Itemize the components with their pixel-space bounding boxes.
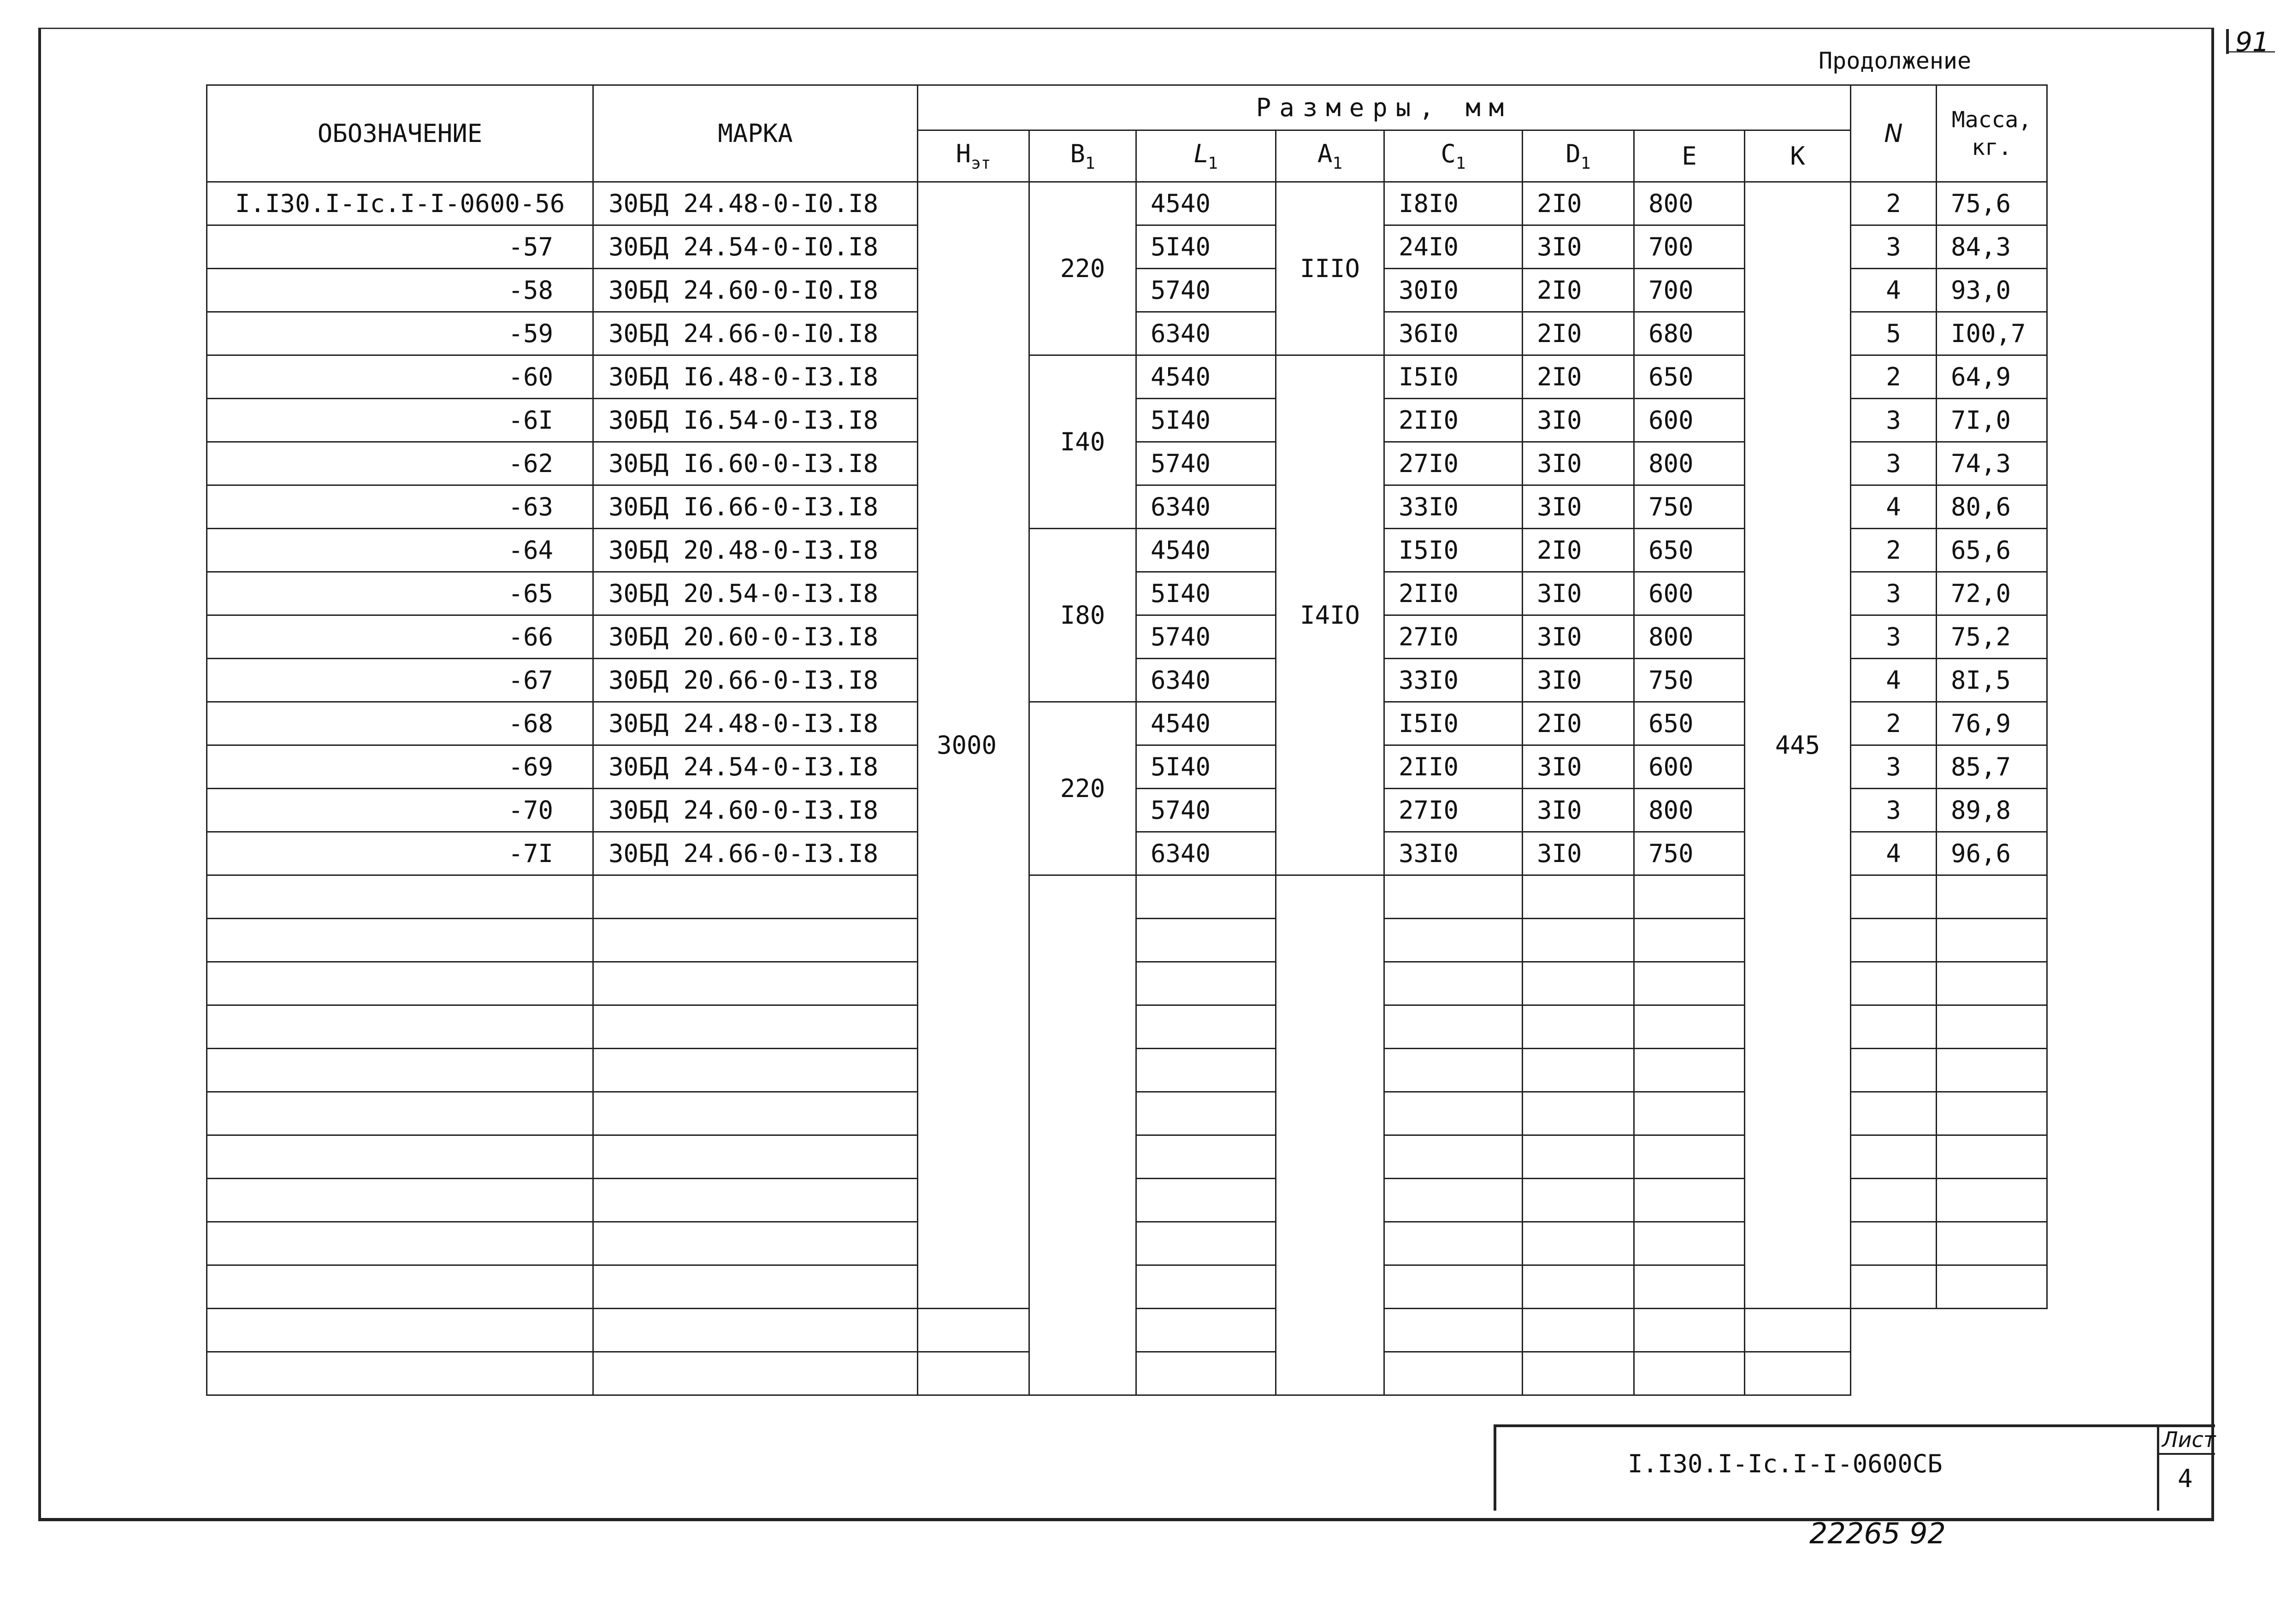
e-cell: 800 [1634, 442, 1745, 485]
header-a-base: А [1317, 139, 1333, 168]
empty-cell [207, 875, 593, 919]
c-cell: I5I0 [1384, 529, 1523, 572]
c-cell: 33I0 [1384, 659, 1523, 702]
empty-cell [1937, 919, 2047, 962]
mass-cell: 72,0 [1937, 572, 2047, 615]
l-cell: 5740 [1136, 615, 1276, 659]
mark-cell: 30БД 24.54-0-I0.I8 [593, 225, 918, 269]
empty-cell [1851, 1005, 1937, 1049]
e-cell: 600 [1634, 399, 1745, 442]
empty-cell [1384, 1049, 1523, 1092]
c-cell: I8I0 [1384, 182, 1523, 225]
header-d-base: D [1565, 139, 1581, 168]
e-cell: 750 [1634, 485, 1745, 529]
d-cell: 3I0 [1523, 832, 1634, 875]
empty-cell [207, 1309, 593, 1352]
sheet-number: 4 [2178, 1464, 2193, 1493]
e-cell: 750 [1634, 659, 1745, 702]
d-cell: 3I0 [1523, 745, 1634, 789]
designation-cell: I.I30.I-Ic.I-I-0600-56 [207, 182, 593, 225]
empty-cell [593, 875, 918, 919]
l-cell: 4540 [1136, 355, 1276, 399]
header-d-sub: 1 [1580, 154, 1591, 173]
e-cell: 600 [1634, 745, 1745, 789]
empty-cell [593, 1179, 918, 1222]
mass-cell: 8I,5 [1937, 659, 2047, 702]
empty-cell [1523, 1005, 1634, 1049]
empty-cell [593, 962, 918, 1005]
header-a-sub: 1 [1332, 154, 1343, 173]
header-b-base: В [1070, 139, 1085, 168]
empty-cell [1384, 1309, 1523, 1352]
c-cell: 2II0 [1384, 572, 1523, 615]
n-cell: 3 [1851, 615, 1937, 659]
n-cell: 3 [1851, 572, 1937, 615]
empty-cell [1634, 962, 1745, 1005]
header-n: N [1851, 85, 1937, 182]
empty-cell [1136, 875, 1276, 919]
designation-cell: -66 [207, 615, 593, 659]
mass-cell: 64,9 [1937, 355, 2047, 399]
empty-cell [1851, 962, 1937, 1005]
empty-cell [1384, 1005, 1523, 1049]
e-cell: 800 [1634, 615, 1745, 659]
empty-cell [207, 1265, 593, 1309]
empty-cell [1634, 1092, 1745, 1135]
empty-cell [1523, 1222, 1634, 1265]
mark-cell: 30БД I6.60-0-I3.I8 [593, 442, 918, 485]
empty-cell [1523, 1092, 1634, 1135]
mass-cell: 93,0 [1937, 269, 2047, 312]
b-merged-cell: I80 [1029, 529, 1136, 702]
designation-cell: -58 [207, 269, 593, 312]
d-cell: 3I0 [1523, 485, 1634, 529]
mass-cell: 84,3 [1937, 225, 2047, 269]
l-cell: 5I40 [1136, 572, 1276, 615]
header-e: Е [1634, 130, 1745, 182]
empty-cell [1136, 1265, 1276, 1309]
empty-cell [207, 1352, 593, 1395]
c-cell: 27I0 [1384, 442, 1523, 485]
c-cell: I5I0 [1384, 355, 1523, 399]
n-cell: 3 [1851, 442, 1937, 485]
empty-cell [1523, 1265, 1634, 1309]
empty-cell [593, 1135, 918, 1179]
empty-cell [1523, 1179, 1634, 1222]
empty-cell [1523, 1309, 1634, 1352]
empty-cell [207, 1049, 593, 1092]
header-mass-line2: кг. [1972, 134, 2012, 160]
empty-cell [1937, 1222, 2047, 1265]
empty-cell [1937, 1265, 2047, 1309]
mass-cell: 75,2 [1937, 615, 2047, 659]
empty-cell [1851, 1179, 1937, 1222]
empty-cell [1851, 1222, 1937, 1265]
l-cell: 5740 [1136, 789, 1276, 832]
empty-cell [1523, 1352, 1634, 1395]
e-cell: 750 [1634, 832, 1745, 875]
l-cell: 4540 [1136, 182, 1276, 225]
mark-cell: 30БД 24.60-0-I0.I8 [593, 269, 918, 312]
empty-cell [1634, 1049, 1745, 1092]
header-d [1523, 130, 1634, 182]
header-designation: ОБОЗНАЧЕНИЕ [207, 85, 593, 182]
n-cell: 3 [1851, 399, 1937, 442]
empty-cell [1523, 875, 1634, 919]
empty-cell [1937, 1005, 2047, 1049]
c-cell: 33I0 [1384, 832, 1523, 875]
empty-cell [1136, 1005, 1276, 1049]
l-cell: 4540 [1136, 529, 1276, 572]
n-cell: 4 [1851, 269, 1937, 312]
header-h [918, 130, 1029, 182]
d-cell: 2I0 [1523, 182, 1634, 225]
empty-cell [1851, 1135, 1937, 1179]
designation-cell: -65 [207, 572, 593, 615]
designation-cell: -60 [207, 355, 593, 399]
empty-cell [1523, 962, 1634, 1005]
mark-cell: 30БД I6.66-0-I3.I8 [593, 485, 918, 529]
empty-cell [1523, 919, 1634, 962]
header-l-base: L [1194, 139, 1208, 168]
d-cell: 3I0 [1523, 225, 1634, 269]
header-h-sub: эт [971, 154, 991, 173]
mass-cell: 96,6 [1937, 832, 2047, 875]
empty-cell [1384, 1135, 1523, 1179]
empty-cell [207, 1092, 593, 1135]
empty-cell [207, 1179, 593, 1222]
mark-cell: 30БД 20.60-0-I3.I8 [593, 615, 918, 659]
empty-cell [1851, 919, 1937, 962]
d-cell: 3I0 [1523, 442, 1634, 485]
a-merged-cell: I4IО [1276, 355, 1384, 875]
empty-cell [1634, 1135, 1745, 1179]
e-cell: 600 [1634, 572, 1745, 615]
empty-cell [593, 1049, 918, 1092]
c-cell: 36I0 [1384, 312, 1523, 355]
header-c [1384, 130, 1523, 182]
empty-cell [1136, 1092, 1276, 1135]
empty-cell [1634, 1179, 1745, 1222]
l-cell: 4540 [1136, 702, 1276, 745]
k-merged-cell: 445 [1745, 182, 1851, 1309]
empty-cell [1851, 875, 1937, 919]
c-cell: I5I0 [1384, 702, 1523, 745]
e-cell: 700 [1634, 269, 1745, 312]
n-cell: 3 [1851, 225, 1937, 269]
mass-cell: 80,6 [1937, 485, 2047, 529]
b-merged-cell: 220 [1029, 702, 1136, 875]
header-mark: МАРКА [593, 85, 918, 182]
empty-cell [207, 1005, 593, 1049]
n-cell: 4 [1851, 832, 1937, 875]
empty-cell [1384, 1179, 1523, 1222]
empty-cell [207, 1222, 593, 1265]
empty-cell [1136, 1222, 1276, 1265]
empty-cell [1136, 1352, 1276, 1395]
header-mass-line1: Масса, [1951, 106, 2032, 133]
n-cell: 2 [1851, 182, 1937, 225]
empty-cell [1136, 1049, 1276, 1092]
header-b-sub: 1 [1085, 154, 1095, 173]
mass-cell: I00,7 [1937, 312, 2047, 355]
table-body [207, 182, 2047, 1395]
l-cell: 5I40 [1136, 745, 1276, 789]
empty-cell [1136, 1309, 1276, 1352]
empty-cell [207, 1135, 593, 1179]
mark-cell: 30БД 20.54-0-I3.I8 [593, 572, 918, 615]
empty-cell [1745, 1352, 1851, 1395]
mark-cell: 30БД I6.48-0-I3.I8 [593, 355, 918, 399]
empty-cell [1384, 1092, 1523, 1135]
n-cell: 3 [1851, 789, 1937, 832]
designation-cell: -59 [207, 312, 593, 355]
n-cell: 2 [1851, 355, 1937, 399]
d-cell: 3I0 [1523, 659, 1634, 702]
d-cell: 3I0 [1523, 789, 1634, 832]
header-h-base: Н [956, 139, 971, 168]
mark-cell: 30БД 24.66-0-I0.I8 [593, 312, 918, 355]
mass-cell: 76,9 [1937, 702, 2047, 745]
empty-cell [593, 1005, 918, 1049]
empty-cell [1384, 875, 1523, 919]
bottom-inventory-number: 22265 92 [1809, 1517, 1946, 1550]
mark-cell: 30БД 20.48-0-I3.I8 [593, 529, 918, 572]
e-cell: 680 [1634, 312, 1745, 355]
empty-cell [1937, 962, 2047, 1005]
designation-cell: -70 [207, 789, 593, 832]
corner-tick [2226, 29, 2229, 54]
header-mass [1937, 85, 2047, 182]
a-merged-cell: IIIО [1276, 182, 1384, 355]
empty-cell [918, 1309, 1029, 1352]
l-cell: 5740 [1136, 442, 1276, 485]
b-merged-cell: 220 [1029, 182, 1136, 355]
d-cell: 3I0 [1523, 615, 1634, 659]
l-cell: 6340 [1136, 832, 1276, 875]
title-block [1494, 1424, 2215, 1511]
empty-cell [1634, 1309, 1745, 1352]
designation-cell: -68 [207, 702, 593, 745]
empty-cell [207, 919, 593, 962]
empty-cell [1745, 1309, 1851, 1352]
n-cell: 4 [1851, 659, 1937, 702]
empty-cell [1384, 1222, 1523, 1265]
empty-cell [1384, 1352, 1523, 1395]
mark-cell: 30БД 24.48-0-I0.I8 [593, 182, 918, 225]
n-cell: 4 [1851, 485, 1937, 529]
empty-cell [1384, 962, 1523, 1005]
c-cell: 2II0 [1384, 399, 1523, 442]
l-cell: 5I40 [1136, 225, 1276, 269]
empty-cell [593, 1265, 918, 1309]
mass-cell: 7I,0 [1937, 399, 2047, 442]
c-cell: 30I0 [1384, 269, 1523, 312]
n-cell: 5 [1851, 312, 1937, 355]
empty-cell [1937, 1049, 2047, 1092]
b-merged-cell: I40 [1029, 355, 1136, 529]
empty-cell [1937, 1135, 2047, 1179]
empty-cell [593, 1309, 918, 1352]
designation-cell: -63 [207, 485, 593, 529]
d-cell: 3I0 [1523, 399, 1634, 442]
empty-cell [1634, 919, 1745, 962]
designation-cell: -57 [207, 225, 593, 269]
designation-cell: -6I [207, 399, 593, 442]
empty-cell [1136, 1135, 1276, 1179]
mass-cell: 74,3 [1937, 442, 2047, 485]
empty-cell [1937, 1092, 2047, 1135]
l-cell: 6340 [1136, 485, 1276, 529]
mark-cell: 30БД 20.66-0-I3.I8 [593, 659, 918, 702]
e-cell: 650 [1634, 355, 1745, 399]
empty-cell [1634, 1352, 1745, 1395]
header-l-sub: 1 [1208, 154, 1218, 173]
c-cell: 24I0 [1384, 225, 1523, 269]
empty-cell [1851, 1265, 1937, 1309]
designation-cell: -64 [207, 529, 593, 572]
mark-cell: 30БД 24.48-0-I3.I8 [593, 702, 918, 745]
empty-cell [1851, 1092, 1937, 1135]
table-row [207, 182, 2047, 225]
mark-cell: 30БД 24.60-0-I3.I8 [593, 789, 918, 832]
sheet-divider [2159, 1453, 2215, 1455]
d-cell: 3I0 [1523, 572, 1634, 615]
n-cell: 2 [1851, 529, 1937, 572]
e-cell: 800 [1634, 789, 1745, 832]
empty-cell [593, 1352, 918, 1395]
designation-cell: -7I [207, 832, 593, 875]
empty-cell [1937, 875, 2047, 919]
header-b [1029, 130, 1136, 182]
empty-cell [207, 962, 593, 1005]
mass-cell: 75,6 [1937, 182, 2047, 225]
designation-cell: -67 [207, 659, 593, 702]
document-code: I.I30.I-Ic.I-I-0600СБ [1628, 1449, 1943, 1478]
continuation-label: Продолжение [1819, 47, 1972, 74]
mass-cell: 85,7 [1937, 745, 2047, 789]
e-cell: 700 [1634, 225, 1745, 269]
empty-cell [1384, 919, 1523, 962]
e-cell: 650 [1634, 529, 1745, 572]
c-cell: 2II0 [1384, 745, 1523, 789]
empty-cell [1136, 1179, 1276, 1222]
empty-cell [1851, 1049, 1937, 1092]
d-cell: 2I0 [1523, 529, 1634, 572]
l-cell: 5740 [1136, 269, 1276, 312]
empty-cell [1523, 1049, 1634, 1092]
empty-cell [1634, 1005, 1745, 1049]
l-cell: 6340 [1136, 659, 1276, 702]
d-cell: 2I0 [1523, 702, 1634, 745]
header-c-sub: 1 [1455, 154, 1466, 173]
sheet-box [2157, 1424, 2215, 1511]
mass-cell: 89,8 [1937, 789, 2047, 832]
mark-cell: 30БД 24.66-0-I3.I8 [593, 832, 918, 875]
c-cell: 27I0 [1384, 789, 1523, 832]
d-cell: 2I0 [1523, 312, 1634, 355]
d-cell: 2I0 [1523, 269, 1634, 312]
mark-cell: 30БД 24.54-0-I3.I8 [593, 745, 918, 789]
mark-cell: 30БД I6.54-0-I3.I8 [593, 399, 918, 442]
sheet-label: Лист [2162, 1427, 2216, 1452]
header-a [1276, 130, 1384, 182]
c-cell: 33I0 [1384, 485, 1523, 529]
empty-merged-cell [1276, 875, 1384, 1395]
empty-cell [593, 1092, 918, 1135]
empty-cell [918, 1352, 1029, 1395]
mass-cell: 65,6 [1937, 529, 2047, 572]
designation-cell: -62 [207, 442, 593, 485]
l-cell: 6340 [1136, 312, 1276, 355]
n-cell: 2 [1851, 702, 1937, 745]
empty-cell [593, 919, 918, 962]
c-cell: 27I0 [1384, 615, 1523, 659]
empty-cell [1136, 962, 1276, 1005]
specification-table [206, 84, 2048, 1396]
header-sizes: Размеры, мм [918, 85, 1851, 130]
empty-cell [1634, 875, 1745, 919]
empty-cell [1523, 1135, 1634, 1179]
empty-cell [593, 1222, 918, 1265]
header-k: К [1745, 130, 1851, 182]
empty-cell [1937, 1179, 2047, 1222]
l-cell: 5I40 [1136, 399, 1276, 442]
empty-cell [1136, 919, 1276, 962]
height-merged-cell: 3000 [918, 182, 1029, 1309]
corner-page-number: 91 [2235, 26, 2269, 58]
header-l [1136, 130, 1276, 182]
header-c-base: С [1441, 139, 1456, 168]
empty-cell [1384, 1265, 1523, 1309]
n-cell: 3 [1851, 745, 1937, 789]
designation-cell: -69 [207, 745, 593, 789]
e-cell: 800 [1634, 182, 1745, 225]
empty-cell [1634, 1222, 1745, 1265]
d-cell: 2I0 [1523, 355, 1634, 399]
empty-merged-cell [1029, 875, 1136, 1395]
empty-cell [1634, 1265, 1745, 1309]
e-cell: 650 [1634, 702, 1745, 745]
